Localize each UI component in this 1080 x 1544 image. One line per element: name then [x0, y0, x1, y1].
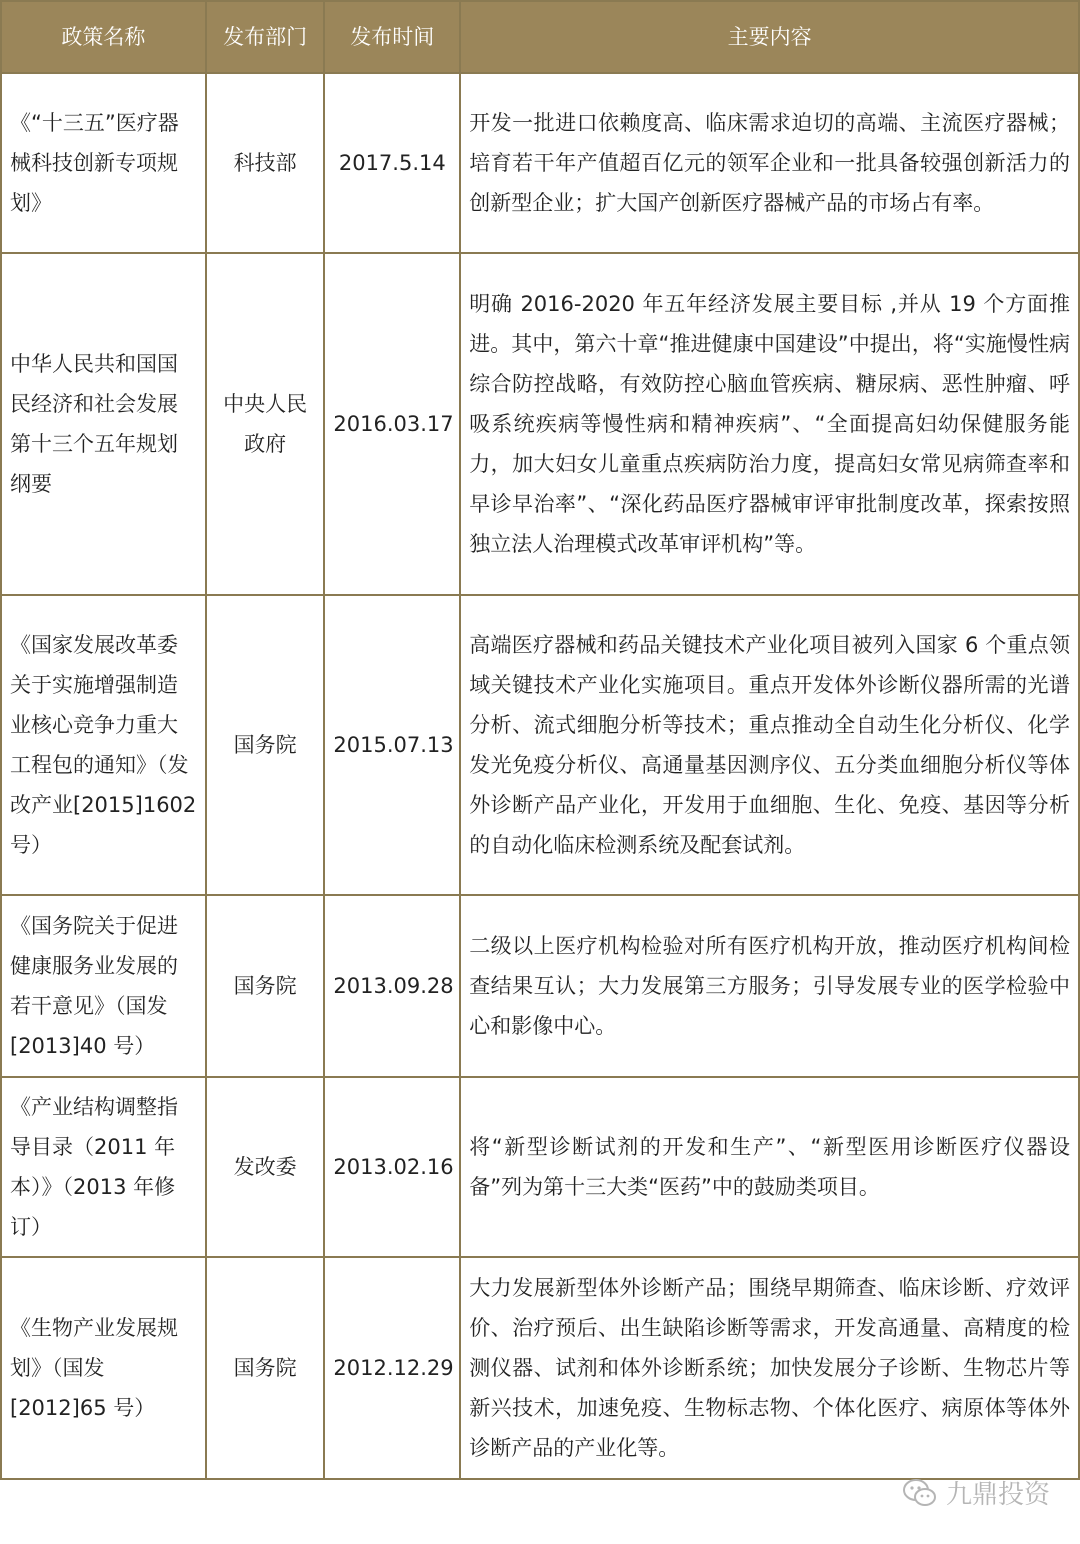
- table-row: [1, 253, 1079, 595]
- release-date-cell: 2015.07.13: [324, 595, 460, 895]
- release-date-cell: 2012.12.29: [324, 1257, 460, 1479]
- table-row: [1, 895, 1079, 1077]
- policy-name-cell: 《产业结构调整指导目录（2011 年本）》（2013 年修订）: [1, 1077, 206, 1257]
- department-cell: 中央人民政府: [206, 253, 325, 595]
- department-cell: 国务院: [206, 895, 325, 1077]
- department-cell: 国务院: [206, 1257, 325, 1479]
- release-date-cell: 2017.5.14: [324, 73, 460, 253]
- watermark-text: 九鼎投资: [945, 1480, 1050, 1510]
- watermark: [902, 1474, 1050, 1511]
- policy-name-cell: 《“十三五”医疗器械科技创新专项规划》: [1, 73, 206, 253]
- header-policy-name: 政策名称: [1, 1, 206, 73]
- wechat-icon: [902, 1478, 938, 1508]
- table-header-row: [1, 1, 1079, 73]
- table-row: [1, 1077, 1079, 1257]
- header-main-content: 主要内容: [460, 1, 1079, 73]
- policy-name-cell: 《国家发展改革委关于实施增强制造业核心竞争力重大工程包的通知》（发改产业[2015]1602 号）: [1, 595, 206, 895]
- table-row: [1, 1257, 1079, 1479]
- header-department: 发布部门: [206, 1, 325, 73]
- department-cell: 国务院: [206, 595, 325, 895]
- policy-name-cell: 《生物产业发展规划》（国发[2012]65 号）: [1, 1257, 206, 1479]
- content-cell: 高端医疗器械和药品关键技术产业化项目被列入国家 6 个重点领域关键技术产业化实施项目。重点开发体外诊断仪器所需的光谱分析、流式细胞分析等技术；重点推动全自动生化分析仪、化学发光免疫分析仪、高通量基因测序仪、五分类血细胞分析仪等体外诊断产品产业化，开发用于血细胞、生化、免疫、基因等分析的自动化临床检测系统及配套试剂。: [460, 595, 1079, 895]
- release-date-cell: 2013.09.28: [324, 895, 460, 1077]
- policy-name-cell: 中华人民共和国国民经济和社会发展第十三个五年规划纲要: [1, 253, 206, 595]
- department-cell: 发改委: [206, 1077, 325, 1257]
- content-cell: 大力发展新型体外诊断产品；围绕早期筛查、临床诊断、疗效评价、治疗预后、出生缺陷诊断等需求，开发高通量、高精度的检测仪器、试剂和体外诊断系统；加快发展分子诊断、生物芯片等新兴技术，加速免疫、生物标志物、个体化医疗、病原体等体外诊断产品的产业化等。: [460, 1257, 1079, 1479]
- content-cell: 明确 2016-2020 年五年经济发展主要目标 ,并从 19 个方面推进。其中，第六十章“推进健康中国建设”中提出，将“实施慢性病综合防控战略，有效防控心脑血管疾病、糖尿病、恶性肿瘤、呼吸系统疾病等慢性病和精神疾病”、“全面提高妇幼保健服务能力，加大妇女儿童重点疾病防治力度，提高妇女常见病筛查率和早诊早治率”、“深化药品医疗器械审评审批制度改革，探索按照独立法人治理模式改革审评机构”等。: [460, 253, 1079, 595]
- table-row: [1, 73, 1079, 253]
- release-date-cell: 2013.02.16: [324, 1077, 460, 1257]
- content-cell: 二级以上医疗机构检验对所有医疗机构开放，推动医疗机构间检查结果互认；大力发展第三方服务；引导发展专业的医学检验中心和影像中心。: [460, 895, 1079, 1077]
- content-cell: 将“新型诊断试剂的开发和生产”、“新型医用诊断医疗仪器设备”列为第十三大类“医药”中的鼓励类项目。: [460, 1077, 1079, 1257]
- header-release-date: 发布时间: [324, 1, 460, 73]
- content-cell: 开发一批进口依赖度高、临床需求迫切的高端、主流医疗器械；培育若干年产值超百亿元的领军企业和一批具备较强创新活力的创新型企业；扩大国产创新医疗器械产品的市场占有率。: [460, 73, 1079, 253]
- table-row: [1, 595, 1079, 895]
- policy-name-cell: 《国务院关于促进健康服务业发展的若干意见》（国发[2013]40 号）: [1, 895, 206, 1077]
- department-cell: 科技部: [206, 73, 325, 253]
- release-date-cell: 2016.03.17: [324, 253, 460, 595]
